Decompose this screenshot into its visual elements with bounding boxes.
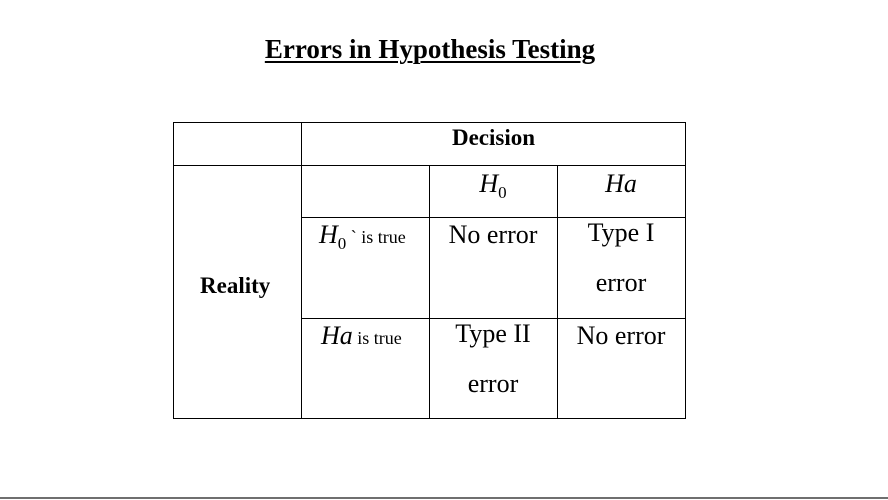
row-label-h0-true: $H_0$ ` is true	[319, 220, 406, 254]
page-title: Errors in Hypothesis Testing	[264, 34, 596, 64]
table-border-top	[173, 122, 686, 123]
col-header-h0: $H_0$	[479, 169, 507, 203]
cell-ha-true-decide-h0: Type II error	[455, 319, 531, 398]
table-divider-v1	[301, 122, 302, 419]
cell-ha-true-decide-ha: No error	[576, 321, 666, 350]
table-border-left	[173, 122, 174, 419]
reality-header: Reality	[200, 273, 271, 298]
row-label-ha-true: Ha is true	[321, 321, 402, 350]
hypothesis-error-table	[173, 122, 686, 419]
decision-header: Decision	[451, 125, 536, 150]
bottom-divider	[0, 497, 888, 499]
table-border-right	[685, 122, 686, 419]
col-header-ha: Ha	[605, 169, 637, 198]
cell-h0-true-decide-ha: Type I error	[587, 218, 655, 297]
cell-h0-true-decide-h0: No error	[448, 220, 538, 249]
